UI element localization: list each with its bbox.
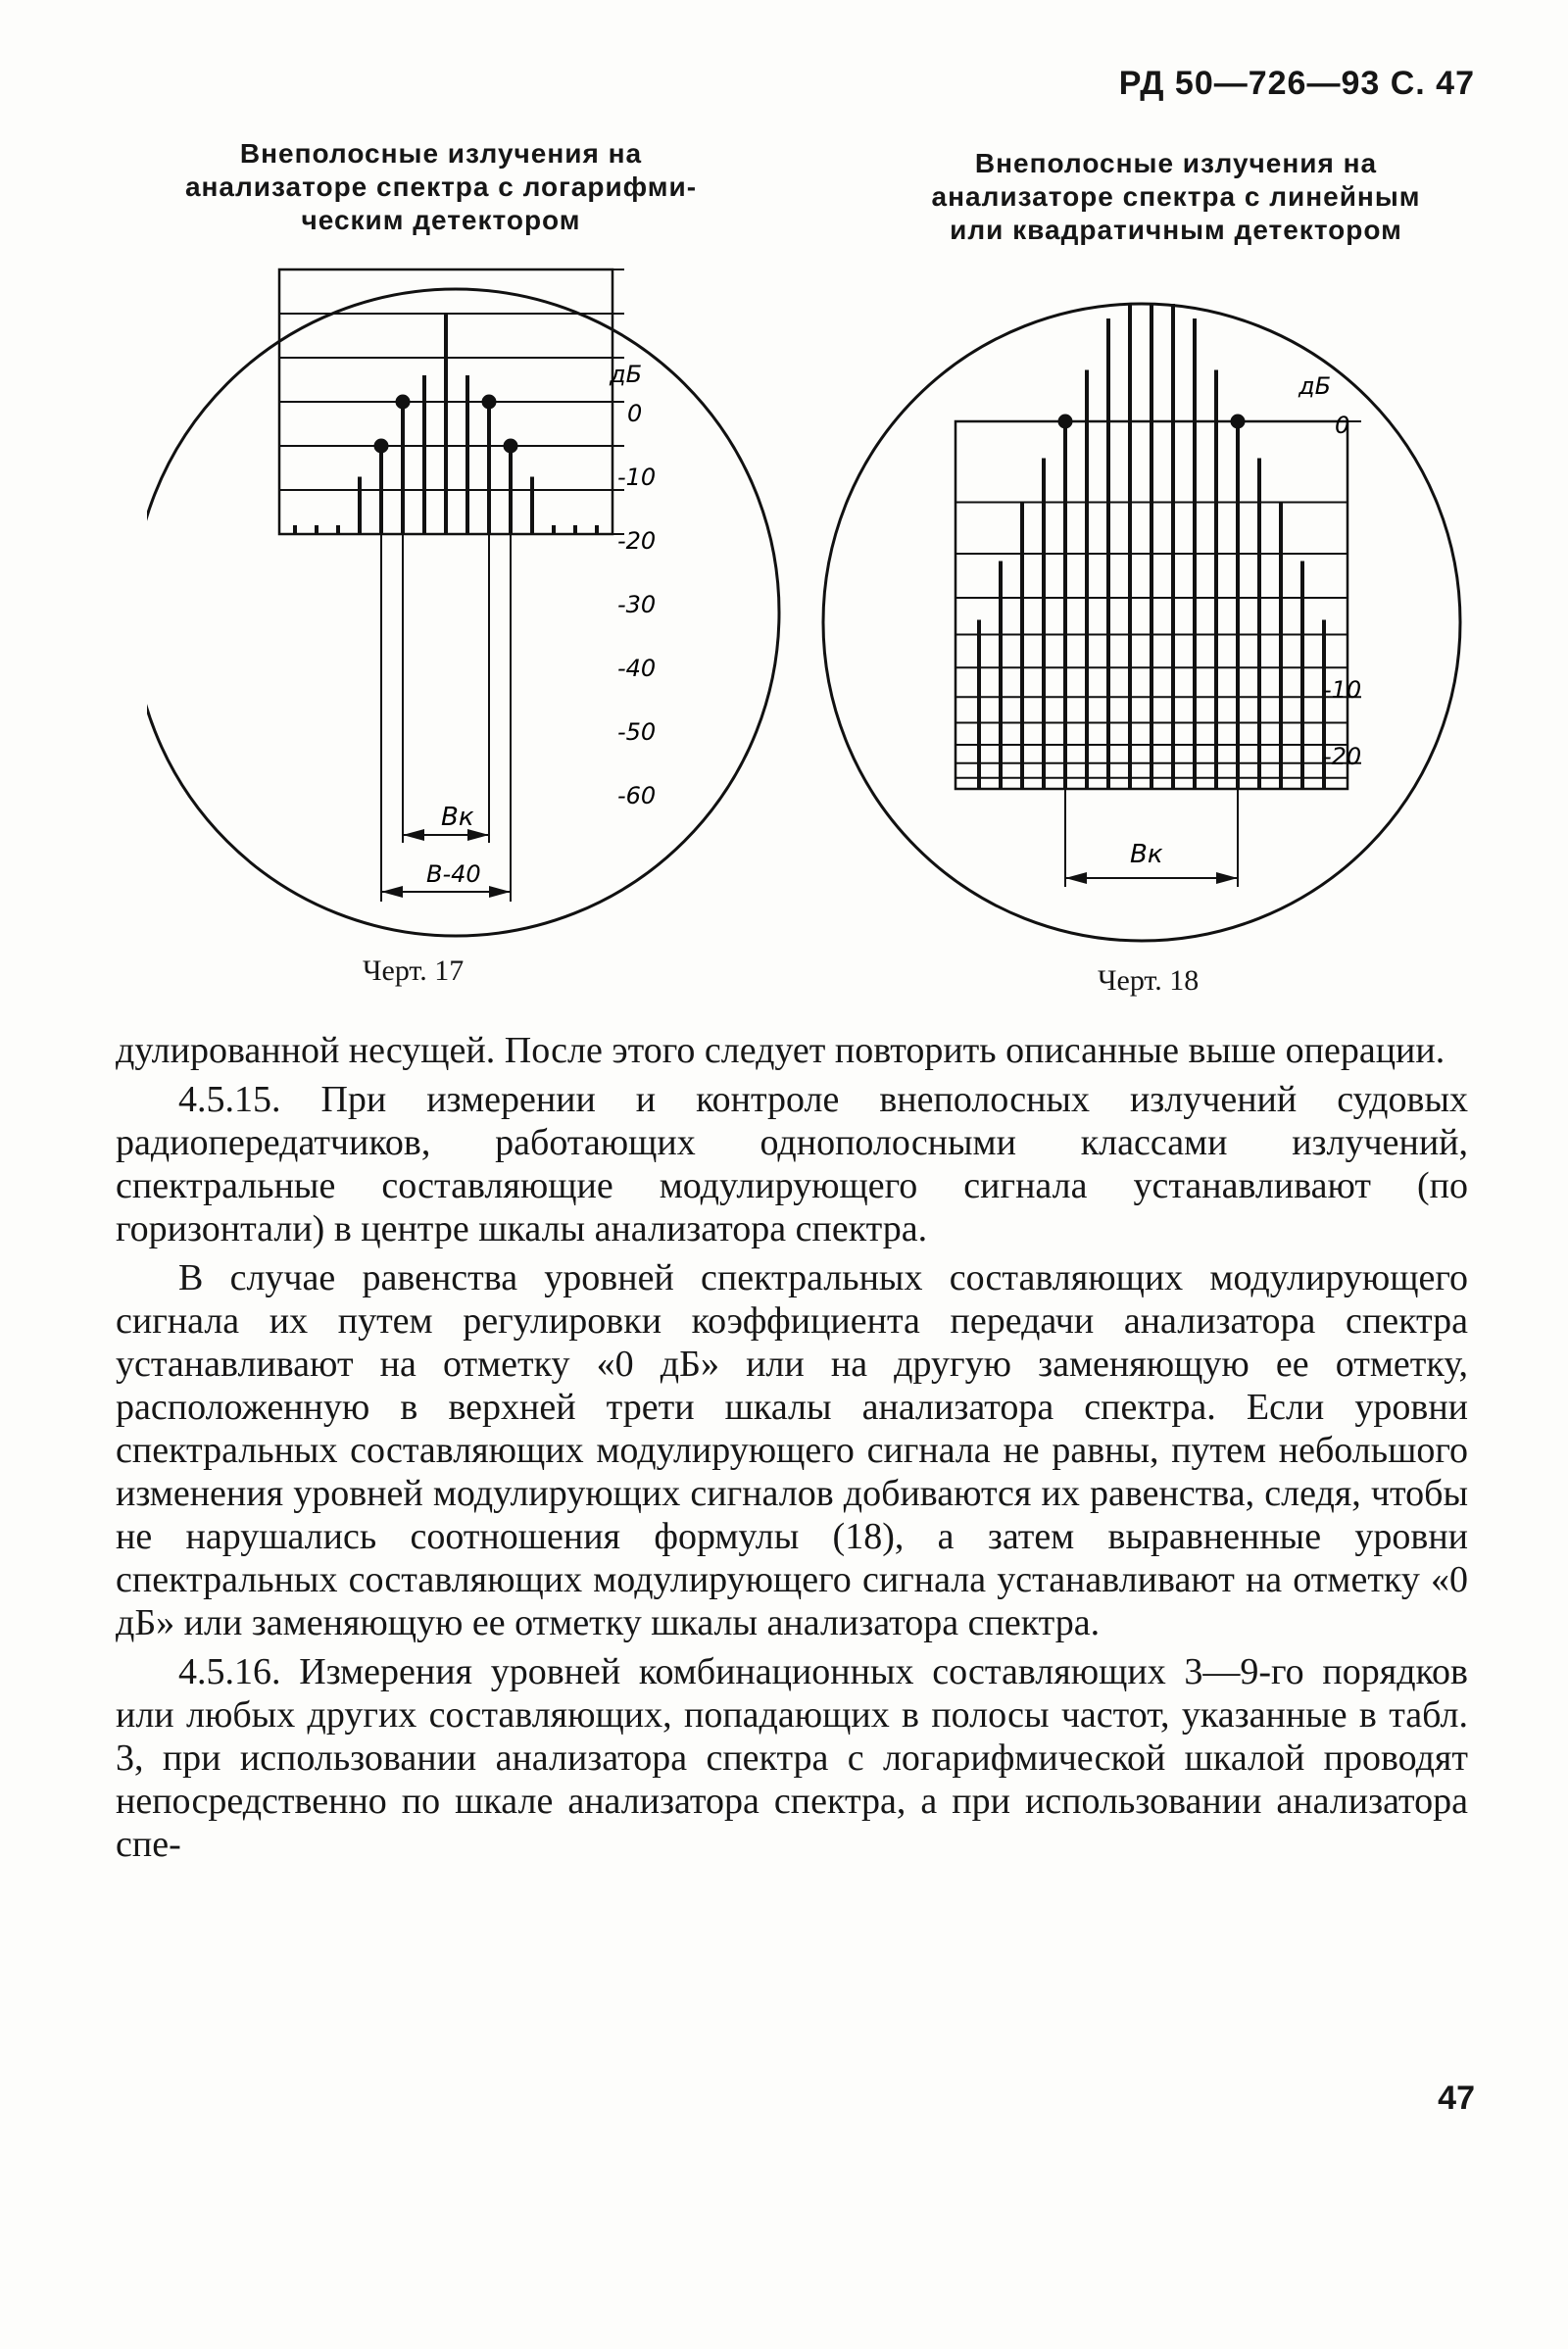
unit-label: дБ bbox=[1298, 372, 1332, 400]
scale-tick: -20 bbox=[1323, 743, 1362, 770]
paragraph: В случае равенства уровней спектральных составляющих модулирующего сигнала их путем регулировки коэффициента передачи анализатора спектра устанавливают на отметку «0 дБ» или на другую заменяющую ее отметку, расположенную в верхней трети шкалы анализатора спектра. Если уровни спектральных составляющих модулирующего сигнала не равны, путем небольшого изменения уровней модулирующих сигналов добиваются их равенства, следя, чтобы не нарушались соотношения формулы (18), а затем выравненные уровни спектральных составляющих модулирующего сигнала устанавливают на отметку «0 дБ» или заменяющую ее отметку шкалы анализатора спектра. bbox=[116, 1257, 1468, 1643]
figure-18-caption bbox=[862, 147, 1490, 247]
dimension-label-bk: Вк bbox=[441, 803, 474, 832]
caption-line: анализаторе спектра с линейным bbox=[931, 181, 1421, 212]
dimension-bk-arrowhead bbox=[403, 829, 424, 841]
page-header: РД 50—726—93 С. 47 bbox=[1118, 65, 1475, 102]
caption-line: Внеполосные излучения на bbox=[974, 148, 1378, 178]
dimension-b40-arrowhead bbox=[381, 886, 403, 898]
level-marker bbox=[374, 439, 388, 453]
level-marker bbox=[482, 395, 496, 409]
figure-17-caption bbox=[147, 137, 735, 237]
dimension-label-b40: В-40 bbox=[426, 860, 481, 888]
paragraph: 4.5.16. Измерения уровней комбинационных составляющих 3—9-го порядков или любых других составляющих, попадающих в полосы частот, указанные в табл. 3, при использовании анализатора спектра с логарифмической шкалой проводят непосредственно по шкале анализатора спектра, а при использовании анализатора спе- bbox=[116, 1651, 1468, 1865]
body-text bbox=[116, 1029, 1468, 1872]
dimension-bk-arrowhead bbox=[1216, 872, 1238, 884]
screen-circle bbox=[147, 289, 779, 936]
scale-tick: -60 bbox=[617, 782, 657, 809]
caption-line: или квадратичным детектором bbox=[950, 215, 1402, 245]
dimension-bk-arrowhead bbox=[1065, 872, 1087, 884]
caption-line: ческим детектором bbox=[301, 205, 581, 235]
caption-line: Внеполосные излучения на bbox=[239, 138, 643, 169]
level-marker bbox=[1231, 415, 1245, 428]
figure-18-label: Черт. 18 bbox=[1098, 964, 1200, 997]
level-marker bbox=[504, 439, 517, 453]
figure-18-spectrum bbox=[804, 255, 1480, 951]
unit-label: дБ bbox=[610, 361, 643, 388]
figure-17-label: Черт. 17 bbox=[363, 954, 465, 987]
scale-tick: -10 bbox=[1323, 676, 1362, 704]
scale-tick: -50 bbox=[617, 718, 657, 746]
page-number: 47 bbox=[1438, 2080, 1475, 2117]
scale-tick: 0 bbox=[1335, 412, 1350, 439]
scale-tick: -30 bbox=[617, 591, 657, 618]
paragraph: дулированной несущей. После этого следует повторить описанные выше операции. bbox=[116, 1030, 1446, 1071]
level-marker bbox=[396, 395, 410, 409]
scale-tick: -10 bbox=[617, 464, 657, 491]
paragraph: 4.5.15. При измерении и контроле внеполосных излучений судовых радиопередатчиков, работающих однополосными классами излучений, спектральные составляющие модулирующего сигнала устанавливают (по горизонтали) в центре шкалы анализатора спектра. bbox=[116, 1079, 1468, 1249]
scale-tick: 0 bbox=[627, 400, 643, 427]
caption-line: анализаторе спектра с логарифми- bbox=[184, 171, 698, 202]
figure-17-spectrum bbox=[147, 255, 794, 951]
scale-tick: -20 bbox=[617, 527, 657, 555]
scale-tick: -40 bbox=[617, 655, 657, 682]
dimension-label-bk: Вк bbox=[1130, 840, 1163, 869]
dimension-b40-arrowhead bbox=[489, 886, 511, 898]
level-marker bbox=[1058, 415, 1072, 428]
